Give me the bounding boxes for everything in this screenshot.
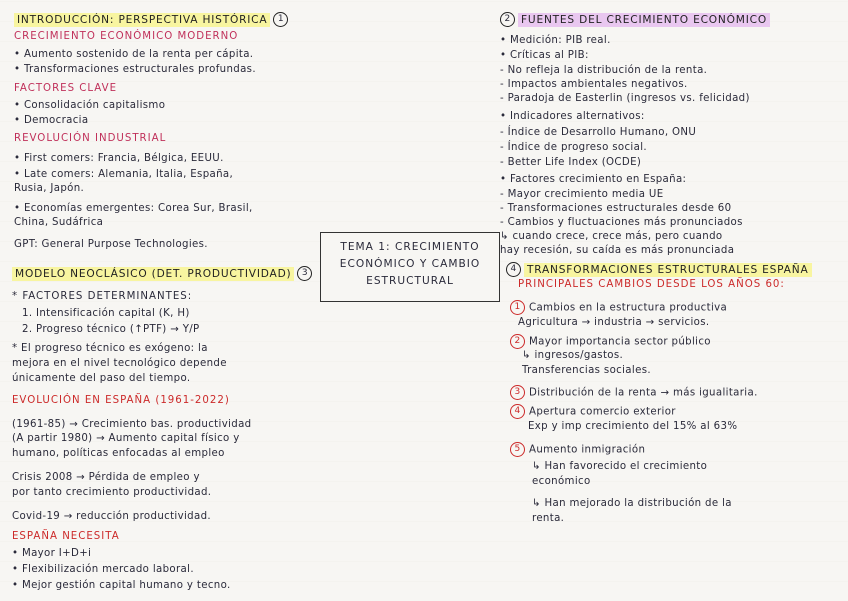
text-line: GPT: General Purpose Technologies. — [14, 239, 208, 250]
text-line: Mayor importancia sector público — [529, 336, 711, 348]
text-line: Agricultura → industria → servicios. — [518, 317, 710, 328]
text-line: - Índice de Desarrollo Humano, ONU — [500, 127, 697, 138]
text-line: 1. Intensificación capital (K, H) — [22, 308, 190, 319]
text-line: China, Sudáfrica — [14, 217, 104, 228]
subheading: FACTORES CLAVE — [14, 83, 118, 94]
text-line: Cambios en la estructura productiva — [529, 302, 728, 314]
text-line: humano, políticas enfocadas al empleo — [12, 448, 225, 459]
section-title: MODELO NEOCLÁSICO (DET. PRODUCTIVIDAD) — [12, 267, 294, 281]
section-number: 3 — [297, 266, 312, 281]
text-line: • Transformaciones estructurales profundas. — [14, 64, 256, 75]
text-line: - Índice de progreso social. — [500, 142, 647, 153]
text-line: • Mayor I+D+i — [12, 548, 92, 559]
text-line: • Medición: PIB real. — [500, 35, 611, 46]
item-number: 5 — [510, 442, 525, 457]
section-title: FUENTES DEL CRECIMIENTO ECONÓMICO — [518, 13, 770, 27]
topic-title-line: ESTRUCTURAL — [366, 275, 454, 287]
subheading: REVOLUCIÓN INDUSTRIAL — [14, 133, 167, 144]
item-number: 3 — [510, 385, 525, 400]
text-line: (A partir 1980) → Aumento capital físico y — [12, 433, 240, 444]
text-line: • Democracia — [14, 115, 89, 126]
section-title: INTRODUCCIÓN: PERSPECTIVA HISTÓRICA — [14, 13, 270, 27]
text-line: - Transformaciones estructurales desde 60 — [500, 203, 732, 214]
text-line: - No refleja la distribución de la renta. — [500, 65, 708, 76]
text-line: Distribución de la renta → más igualitaria. — [529, 387, 758, 399]
text-line: hay recesión, su caída es más pronunciada — [500, 245, 735, 256]
text-line: mejora en el nivel tecnológico depende — [12, 358, 227, 369]
text-line: renta. — [532, 513, 565, 524]
text-line: • Aumento sostenido de la renta per cápita. — [14, 49, 254, 60]
text-line: - Impactos ambientales negativos. — [500, 79, 688, 90]
text-line: ↳ Han mejorado la distribución de la — [532, 498, 732, 509]
subheading: CRECIMIENTO ECONÓMICO MODERNO — [14, 31, 239, 42]
text-line: - Better Life Index (OCDE) — [500, 157, 642, 168]
section-title: TRANSFORMACIONES ESTRUCTURALES ESPAÑA — [524, 263, 812, 277]
item-number: 4 — [510, 404, 525, 419]
text-line: Exp y imp crecimiento del 15% al 63% — [528, 421, 738, 432]
subheading: PRINCIPALES CAMBIOS DESDE LOS AÑOS 60: — [518, 279, 785, 290]
text-line: • Flexibilización mercado laboral. — [12, 564, 194, 575]
text-line: - Cambios y fluctuaciones más pronunciados — [500, 217, 743, 228]
text-line: ↳ cuando crece, crece más, pero cuando — [500, 231, 723, 242]
text-line: 2. Progreso técnico (↑PTF) → Y/P — [22, 324, 200, 335]
text-line: • Late comers: Alemania, Italia, España, — [14, 169, 234, 180]
text-line: por tanto crecimiento productividad. — [12, 487, 212, 498]
text-line: únicamente del paso del tiempo. — [12, 373, 191, 384]
text-line: • Consolidación capitalismo — [14, 100, 166, 111]
text-line: económico — [532, 476, 591, 487]
text-line: Apertura comercio exterior — [529, 406, 676, 418]
section-number: 1 — [273, 12, 288, 27]
section-number: 2 — [500, 12, 515, 27]
text-line: - Paradoja de Easterlin (ingresos vs. felicidad) — [500, 93, 750, 104]
text-line: Rusia, Japón. — [14, 183, 85, 194]
subheading: * FACTORES DETERMINANTES: — [12, 291, 193, 302]
text-line: • Críticas al PIB: — [500, 50, 589, 61]
text-line: - Mayor crecimiento media UE — [500, 189, 664, 200]
topic-title-box — [320, 232, 500, 302]
item-number: 1 — [510, 300, 525, 315]
text-line: Aumento inmigración — [529, 444, 646, 456]
subheading: ESPAÑA NECESITA — [12, 531, 120, 542]
item-number: 2 — [510, 334, 525, 349]
topic-title-line: ECONÓMICO Y CAMBIO — [339, 258, 481, 270]
text-line: Covid-19 → reducción productividad. — [12, 511, 211, 522]
text-line: • Factores crecimiento en España: — [500, 174, 687, 185]
text-line: • Economías emergentes: Corea Sur, Brasil, — [14, 203, 253, 214]
section-number: 4 — [506, 262, 521, 277]
text-line: ↳ Han favorecido el crecimiento — [532, 461, 708, 472]
text-line: • First comers: Francia, Bélgica, EEUU. — [14, 153, 224, 164]
text-line: Transferencias sociales. — [522, 365, 651, 376]
topic-title-line: TEMA 1: CRECIMIENTO — [340, 241, 480, 253]
text-line: • Indicadores alternativos: — [500, 111, 645, 122]
text-line: * El progreso técnico es exógeno: la — [12, 343, 208, 354]
text-line: ↳ ingresos/gastos. — [522, 350, 624, 361]
text-line: (1961-85) → Crecimiento bas. productividad — [12, 419, 252, 430]
subheading: EVOLUCIÓN EN ESPAÑA (1961-2022) — [12, 395, 230, 406]
text-line: Crisis 2008 → Pérdida de empleo y — [12, 472, 200, 483]
text-line: • Mejor gestión capital humano y tecno. — [12, 580, 231, 591]
